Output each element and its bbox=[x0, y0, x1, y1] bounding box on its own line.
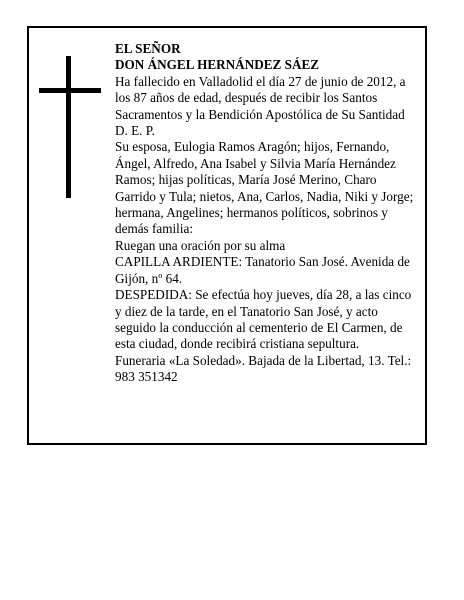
cross-vertical-bar bbox=[66, 56, 71, 198]
notice-text bbox=[115, 41, 419, 386]
obituary-notice bbox=[27, 26, 427, 445]
funeral-home-info: Funeraria «La Soledad». Bajada de la Libertad, 13. Tel.: 983 351342 bbox=[115, 352, 412, 385]
family-list: Su esposa, Eulogia Ramos Aragón; hijos, Fernando, Ángel, Alfredo, Ana Isabel y Silvia María Hernández Ramos; hijas políticas, María José Merino, Charo Garrido y Tula; nietos, Ana, Carlos, Nadia, Niki y Jorge; hermana, Angelines; hermanos políticos, sobrinos y demás familia: bbox=[115, 139, 414, 237]
notice-heading-title: EL SEÑOR bbox=[115, 41, 181, 56]
prayer-request: Ruegan una oración por su alma bbox=[115, 237, 286, 253]
chapel-info: CAPILLA ARDIENTE: Tanatorio San José. Avenida de Gijón, nº 64. bbox=[115, 254, 410, 286]
latin-cross-icon bbox=[39, 56, 101, 198]
deceased-name: DON ÁNGEL HERNÁNDEZ SÁEZ bbox=[115, 57, 320, 73]
death-announcement: Ha fallecido en Valladolid el día 27 de junio de 2012, a los 87 años de edad, después de recibir los Santos Sacramentos y la Bendición Apostólica de Su Santidad D. E. P. bbox=[115, 73, 406, 139]
farewell-info: DESPEDIDA: Se efectúa hoy jueves, día 28, a las cinco y diez de la tarde, en el Tanatorio San José, y acto seguido la conducción al cementerio de El Carmen, de esta ciudad, donde recibirá cristiana sepultura. bbox=[115, 287, 412, 352]
cross-horizontal-bar bbox=[39, 88, 101, 93]
